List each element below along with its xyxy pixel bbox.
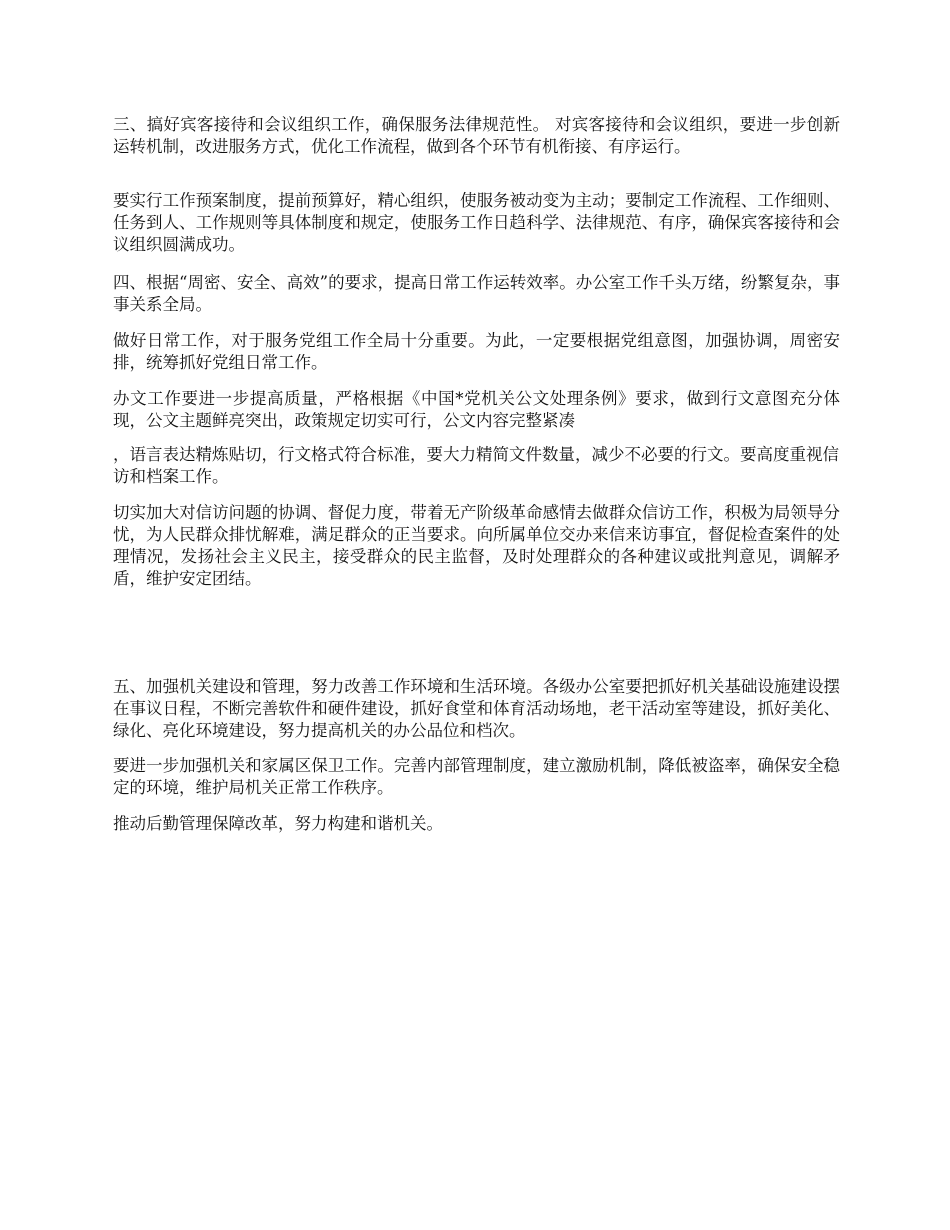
- paragraph-daily-work: 做好日常工作，对于服务党组工作全局十分重要。为此，一定要根据党组意图，加强协调，周密安排，统筹抓好党组日常工作。: [113, 331, 840, 372]
- paragraph-section-3-heading: 三、搞好宾客接待和会议组织工作，确保服务法律规范性。 对宾客接待和会议组织，要进一步创新运转机制，改进服务方式，优化工作流程，做到各个环节有机衔接、有序运行。: [113, 115, 840, 156]
- paragraph-document-handling: 办文工作要进一步提高质量，严格根据《中国*党机关公文处理条例》要求，做到行文意图充分体现，公文主题鲜亮突出，政策规定切实可行，公文内容完整紧凑: [113, 389, 840, 430]
- paragraph-security-work: 要进一步加强机关和家属区保卫工作。完善内部管理制度，建立激励机制，降低被盗率，确保安全稳定的环境，维护局机关正常工作秩序。: [113, 756, 840, 797]
- paragraph-logistics-reform: 推动后勤管理保障改革，努力构建和谐机关。: [113, 814, 443, 833]
- paragraph-section-5-heading: 五、加强机关建设和管理，努力改善工作环境和生活环境。各级办公室要把抓好机关基础设施建设摆在事议日程，不断完善软件和硬件建设，抓好食堂和体育活动场地，老干活动室等建设，抓好美化、绿化、亮化环境建设，努力提高机关的办公品位和档次。: [113, 677, 840, 740]
- paragraph-work-plan-system: 要实行工作预案制度，提前预算好，精心组织，使服务被动变为主动；要制定工作流程、工作细则、任务到人、工作规则等具体制度和规定，使服务工作日趋科学、法律规范、有序，确保宾客接待和会议组织圆满成功。: [113, 191, 840, 254]
- paragraph-section-4-heading: 四、根据“周密、安全、高效”的要求，提高日常工作运转效率。办公室工作千头万绪，纷繁复杂，事事关系全局。: [113, 273, 840, 314]
- paragraph-petition-work: 切实加大对信访问题的协调、督促力度，带着无产阶级革命感情去做群众信访工作，积极为局领导分忧，为人民群众排忧解难，满足群众的正当要求。向所属单位交办来信来访事宜，督促检查案件的处理情况，发扬社会主义民主，接受群众的民主监督，及时处理群众的各种建议或批判意见，调解矛盾，维护安定团结。: [113, 503, 840, 588]
- paragraph-language-expression: ，语言表达精炼贴切，行文格式符合标准，要大力精简文件数量，减少不必要的行文。要高度重视信访和档案工作。: [113, 445, 839, 486]
